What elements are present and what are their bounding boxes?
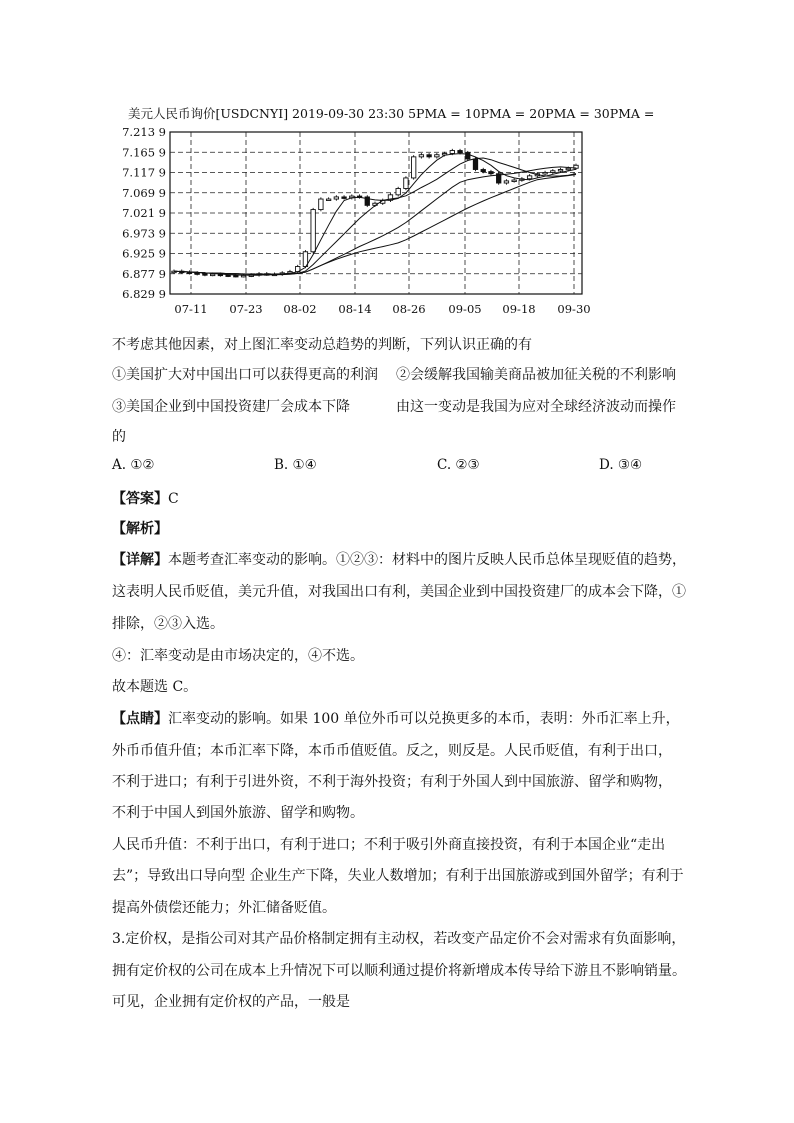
q3-line-3: 可见，企业拥有定价权的产品，一般是 — [112, 994, 350, 1010]
ma-line-5PMA — [174, 154, 576, 276]
ma-line-30PMA — [174, 175, 576, 275]
candle-body — [404, 178, 408, 189]
question-items-row1 — [112, 364, 676, 384]
tips-line-5: 人民币升值：不利于出口，有利于进口；不利于吸引外商直接投资，有利于本国企业“走出 — [112, 837, 666, 853]
x-tick-label: 09-30 — [557, 302, 591, 316]
candle-body — [195, 273, 199, 275]
ma-line-10PMA — [174, 158, 576, 275]
question-items-row2 — [112, 396, 676, 416]
candle-body — [234, 275, 238, 277]
question-stem: 不考虑其他因素，对上图汇率变动总趋势的判断，下列认识正确的有 — [112, 337, 532, 353]
y-tick-label: 7.021 9 — [122, 206, 166, 220]
question-item-4: 由这一变动是我国为应对全球经济波动而操作 — [396, 399, 676, 415]
tips-line-4: 不利于中国人到国外旅游、留学和购物。 — [112, 805, 364, 821]
question-item-4-cont: 的 — [112, 429, 126, 445]
detail-line-3: 排除，②③入选。 — [112, 616, 224, 632]
tips-line-1: 【点睛】汇率变动的影响。如果 100 单位外币可以兑换更多的本币，表明：外币汇率上升， — [112, 711, 680, 727]
question-item-2: ②会缓解我国输美商品被加征关税的不利影响 — [396, 367, 676, 383]
candle-body — [504, 181, 508, 183]
ma-line-20PMA — [174, 167, 576, 274]
y-tick-label: 6.877 9 — [122, 266, 166, 281]
candle-body — [450, 151, 454, 154]
candle-body — [481, 170, 485, 172]
question-item-1: ①美国扩大对中国出口可以获得更高的利润 — [112, 367, 378, 383]
y-tick-label: 6.973 9 — [122, 226, 166, 241]
chart-frame — [170, 132, 582, 294]
x-tick-label: 08-14 — [338, 302, 372, 316]
tips-line-2: 外币币值升值；本币汇率下降，本币币值贬值。反之，则反是。人民币贬值，有利于出口， — [112, 743, 672, 759]
y-tick-label: 6.829 9 — [122, 287, 166, 301]
candle-body — [342, 197, 346, 199]
candle-body — [551, 171, 555, 173]
q3-line-2: 拥有定价权的公司在成本上升情况下可以顺利通过提价将新增成本传导给下游且不影响销量。 — [112, 963, 686, 979]
candle-body — [326, 199, 330, 201]
y-tick-label: 7.213 9 — [122, 125, 166, 139]
x-tick-label: 07-23 — [229, 302, 263, 316]
y-tick-label: 7.165 9 — [122, 145, 166, 160]
tips-line-6: 去”；导致出口导向型 企业生产下降，失业人数增加；有利于出国旅游或到国外留学；有利于 — [112, 868, 684, 884]
x-tick-label: 07-11 — [174, 302, 208, 316]
candle-body — [543, 172, 547, 174]
candle-body — [334, 197, 338, 199]
analysis-label: 【解析】 — [112, 521, 168, 537]
detail-line-1: 【详解】本题考查汇率变动的影响。①②③：材料中的图片反映人民币总体呈现贬值的趋势， — [112, 552, 686, 568]
tips-label: 【点睛】 — [112, 711, 168, 727]
exchange-rate-chart — [110, 122, 600, 317]
detail-label: 【详解】 — [112, 552, 168, 568]
candle-body — [396, 188, 400, 194]
candle-body — [411, 157, 415, 178]
candle-body — [419, 155, 423, 157]
question-item-3: ③美国企业到中国投资建厂会成本下降 — [112, 399, 350, 415]
candle-body — [527, 176, 531, 179]
x-tick-label: 09-18 — [502, 302, 536, 316]
candle-body — [458, 151, 462, 153]
detail-line-2: 这表明人民币贬值，美元升值，对我国出口有利，美国企业到中国投资建厂的成本会下降，① — [112, 584, 686, 600]
y-tick-label: 7.069 9 — [122, 185, 166, 200]
x-tick-label: 09-05 — [448, 302, 482, 316]
detail-line-5: 故本题选 C。 — [112, 679, 198, 695]
option-c: C. ②③ — [437, 457, 480, 473]
candle-body — [512, 180, 516, 182]
candle-body — [210, 274, 214, 276]
x-tick-label: 08-26 — [392, 302, 426, 316]
detail-line-4: ④：汇率变动是由市场决定的，④不选。 — [112, 648, 364, 664]
candle-body — [203, 274, 207, 276]
candle-body — [427, 155, 431, 157]
candle-body — [473, 159, 477, 170]
candle-body — [489, 172, 493, 174]
answer-label: 【答案】 — [112, 491, 168, 507]
x-tick-label: 08-02 — [283, 302, 317, 316]
y-tick-label: 6.925 9 — [122, 246, 166, 261]
candle-body — [435, 155, 439, 157]
tips-line-7: 提高外债偿还能力；外汇储备贬值。 — [112, 900, 336, 916]
option-b: B. ①④ — [274, 457, 317, 473]
candle-body — [319, 199, 323, 210]
candle-body — [558, 170, 562, 172]
option-d: D. ③④ — [599, 457, 643, 473]
y-tick-label: 7.117 9 — [122, 165, 166, 180]
tips-line-3: 不利于进口；有利于引进外资，不利于海外投资；有利于外国人到中国旅游、留学和购物， — [112, 774, 672, 790]
candle-body — [566, 168, 570, 170]
candle-body — [226, 275, 230, 277]
answer — [112, 488, 179, 508]
answer-value: C — [168, 491, 179, 507]
chart-title: 美元人民币询价[USDCNYI] 2019-09-30 23:30 5PMA = 10PMA = 20PMA = 30PMA = — [128, 106, 655, 121]
q3-line-1: 3.定价权，是指公司对其产品价格制定拥有主动权，若改变产品定价不会对需求有负面影响， — [112, 931, 686, 947]
option-a: A. ①② — [112, 457, 155, 473]
candle-body — [311, 210, 315, 252]
